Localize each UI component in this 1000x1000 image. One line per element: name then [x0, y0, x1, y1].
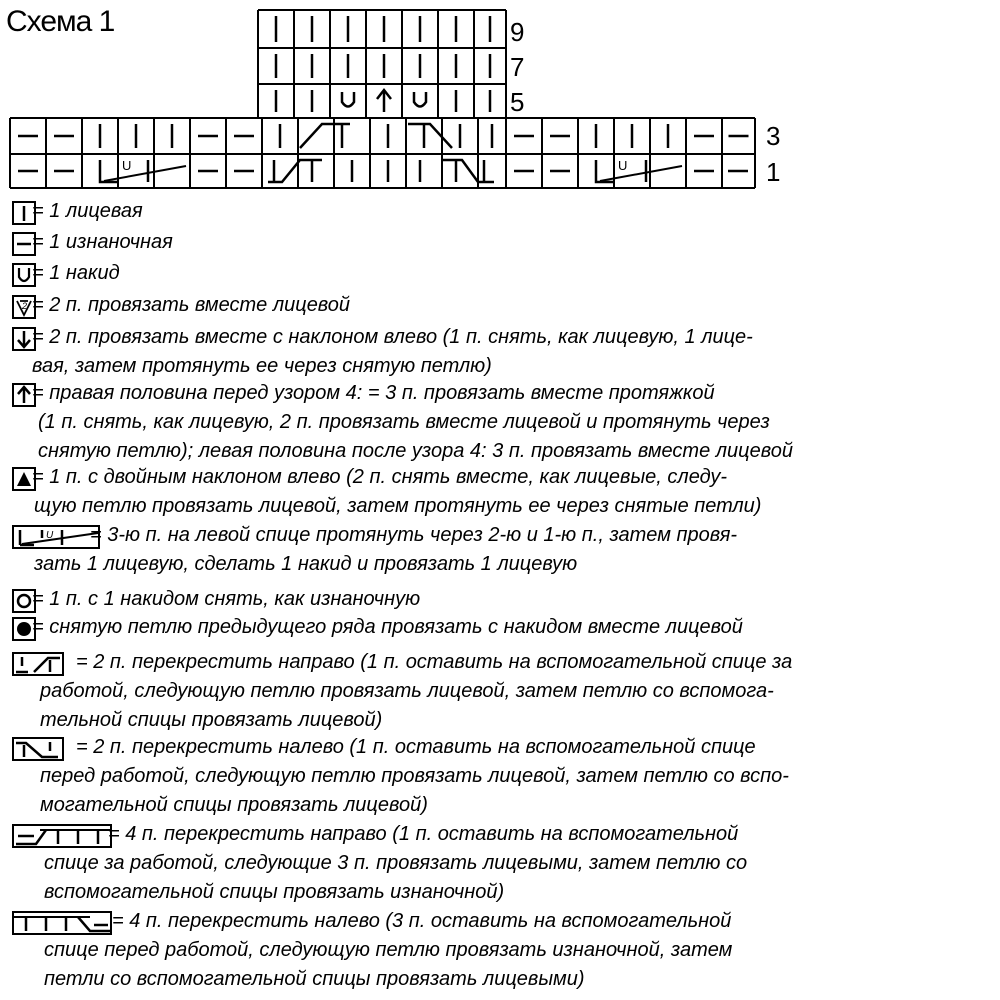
legend-item	[12, 585, 987, 614]
left-cross-stitch	[442, 160, 494, 182]
legend-text: = 4 п. перекрестить налево (3 п. оставить на вспомогательной	[112, 910, 732, 932]
legend-text: = 1 п. с двойным наклоном влево (2 п. снять вместе, как лицевые, следу-	[32, 466, 728, 488]
legend-text: = 3-ю п. на левой спице протянуть через 2-ю и 1-ю п., затем провя-	[90, 524, 738, 546]
legend-text: зать 1 лицевую, сделать 1 накид и провязать 1 лицевую	[34, 553, 578, 575]
knitting-chart	[0, 0, 1000, 200]
legend-text: снятую петлю); левая половина после узора 4: 3 п. провязать вместе лицевой	[38, 440, 793, 462]
legend-item	[12, 228, 987, 257]
legend-text: перед работой, следующую петлю провязать лицевой, затем петлю со вспо-	[40, 765, 789, 787]
chart-symbols	[18, 16, 749, 182]
legend-text: = 2 п. провязать вместе лицевой	[32, 294, 351, 316]
legend-text: спице перед работой, следующую петлю провязать изнаночной, затем	[44, 939, 733, 961]
legend-item	[12, 521, 987, 579]
legend-item	[12, 379, 987, 466]
legend-item	[12, 907, 987, 994]
row-number-3: 3	[766, 121, 781, 151]
k2tog-icon	[12, 295, 38, 319]
legend-text: могательной спицы провязать лицевой)	[40, 794, 428, 816]
pass-over-cable-icon	[12, 525, 102, 549]
legend-item	[12, 463, 987, 521]
right-cross-4-icon	[12, 824, 114, 848]
double-decrease-icon	[12, 467, 38, 491]
svg-text:U: U	[46, 530, 54, 541]
legend-text: = 2 п. провязать вместе с наклоном влево (1 п. снять, как лицевую, 1 лице-	[32, 326, 753, 348]
legend-item	[12, 259, 987, 288]
right-cross-icon	[12, 652, 66, 676]
legend-text: = 1 накид	[32, 262, 120, 284]
left-cross-stitch	[408, 124, 452, 148]
legend-text: спице за работой, следующие 3 п. провязать лицевыми, затем петлю со	[44, 852, 748, 874]
knit-with-yo-icon	[12, 617, 38, 641]
right-cross-stitch	[268, 160, 322, 182]
legend-text: тельной спицы провязать лицевой)	[40, 709, 383, 731]
legend-text: = снятую петлю предыдущего ряда провязать с накидом вместе лицевой	[32, 616, 743, 638]
legend-item	[12, 197, 987, 226]
legend-item	[12, 733, 987, 820]
legend-item	[12, 323, 987, 381]
row-number-9: 9	[510, 17, 525, 47]
knit-icon	[12, 201, 38, 225]
legend-text: = правая половина перед узором 4: = 3 п. провязать вместе протяжкой	[32, 382, 715, 404]
row-number-1: 1	[766, 157, 781, 187]
legend-item	[12, 820, 987, 907]
cdd-icon	[12, 383, 38, 407]
purl-icon	[12, 232, 38, 256]
svg-text:U: U	[122, 158, 132, 173]
legend-text: = 2 п. перекрестить налево (1 п. оставить на вспомогательной спице	[76, 736, 756, 758]
row-number-5: 5	[510, 87, 525, 117]
legend-text: = 2 п. перекрестить направо (1 п. оставить на вспомогательной спице за	[76, 651, 793, 673]
row-number-7: 7	[510, 52, 525, 82]
left-cross-icon	[12, 737, 66, 761]
left-cross-4-icon	[12, 911, 114, 935]
chart-title: Схема 1	[6, 5, 115, 38]
legend-text: вая, затем протянуть ее через снятую петлю)	[32, 355, 492, 377]
legend-text: работой, следующую петлю провязать лицевой, затем петлю со вспомога-	[40, 680, 774, 702]
legend-text: щую петлю провязать лицевой, затем протянуть ее через снятые петли)	[34, 495, 762, 517]
legend-text: = 4 п. перекрестить направо (1 п. оставить на вспомогательной	[108, 823, 739, 845]
legend-text: = 1 изнаночная	[32, 231, 173, 253]
legend-text: = 1 лицевая	[32, 200, 143, 222]
yarn-over-icon	[12, 263, 38, 287]
legend-item	[12, 648, 987, 735]
legend-text: = 1 п. с 1 накидом снять, как изнаночную	[32, 588, 421, 610]
svg-text:2: 2	[22, 301, 28, 311]
legend-text: вспомогательной спицы провязать изнаночной)	[44, 881, 505, 903]
legend-item	[12, 291, 987, 320]
legend-text: петли со вспомогательной спицы провязать лицевыми)	[44, 968, 585, 990]
yarn-over-stitch	[342, 92, 354, 107]
ssk-icon	[12, 327, 38, 351]
yarn-over-stitch	[414, 92, 426, 107]
slip-with-yo-icon	[12, 589, 38, 613]
legend-item	[12, 613, 987, 642]
legend-text: (1 п. снять, как лицевую, 2 п. провязать вместе лицевой и протянуть через	[38, 411, 770, 433]
svg-text:U: U	[618, 158, 628, 173]
